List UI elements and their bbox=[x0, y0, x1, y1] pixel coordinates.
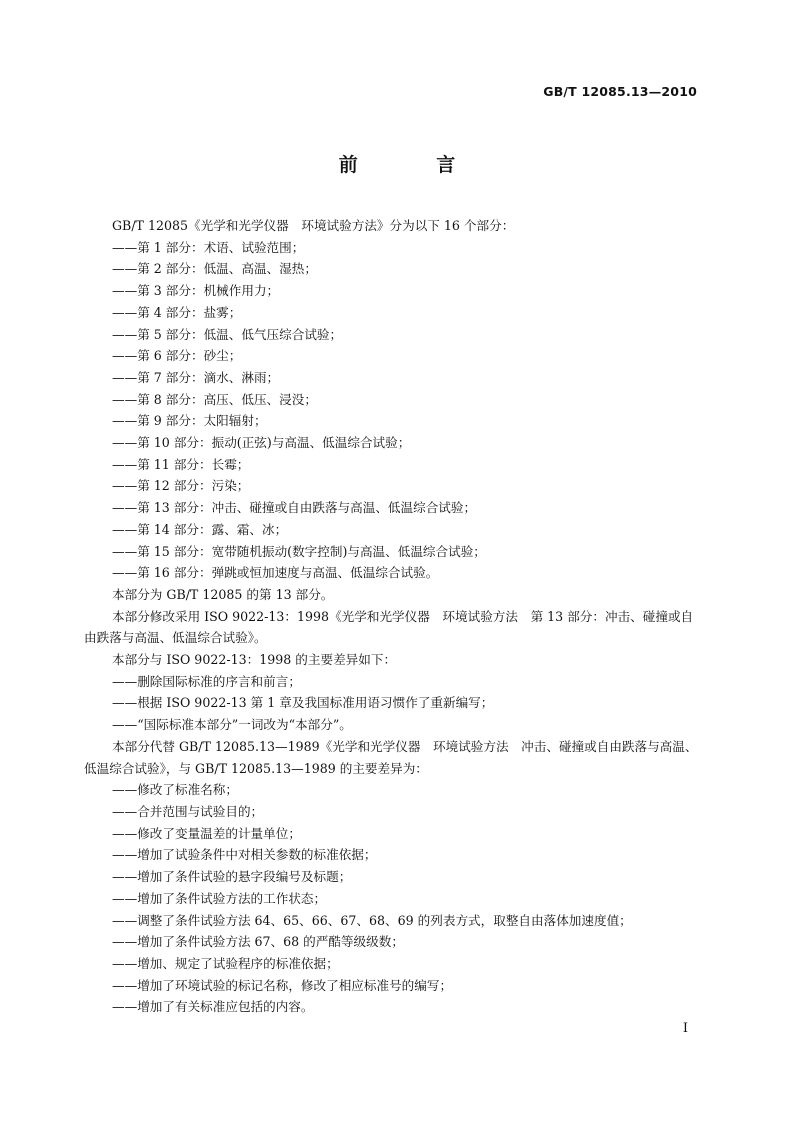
list-item: ——第 3 部分：机械作用力； bbox=[112, 283, 280, 299]
list-item: ——第 13 部分：冲击、碰撞或自由跌落与高温、低温综合试验； bbox=[112, 500, 477, 516]
list-item: ——第 12 部分：污染； bbox=[112, 478, 250, 494]
list-item: ——合并范围与试验目的； bbox=[112, 803, 264, 819]
list-item: ——增加了条件试验的悬字段编号及标题； bbox=[112, 869, 352, 885]
list-item: ——根据 ISO 9022-13 第 1 章及我国标准用语习惯作了重新编写； bbox=[112, 695, 494, 711]
list-item: ——第 10 部分：振动(正弦)与高温、低温综合试验； bbox=[112, 435, 411, 451]
list-item: ——增加了环境试验的标记名称，修改了相应标准号的编写； bbox=[112, 977, 453, 993]
list-item: ——增加了试验条件中对相关参数的标准依据； bbox=[112, 847, 377, 863]
list-item: ——第 1 部分：术语、试验范围； bbox=[112, 239, 305, 255]
list-item: ——第 15 部分：宽带随机振动(数字控制)与高温、低温综合试验； bbox=[112, 543, 486, 559]
list-item: ——第 14 部分：露、霜、冰； bbox=[112, 521, 288, 537]
changes-list bbox=[84, 779, 700, 1018]
list-item: ——第 16 部分：弹跳或恒加速度与高温、低温综合试验。 bbox=[112, 565, 439, 581]
list-item: ——第 8 部分：高压、低压、浸没； bbox=[112, 391, 317, 407]
replaces-paragraph: 本部分代替 GB/T 12085.13—1989《光学和光学仪器 环境试验方法 冲击、碰撞或自由跌落与高温、低温综合试验》，与 GB/T 12085.13—1989 的主要差异为： bbox=[84, 738, 698, 776]
list-item: ——调整了条件试验方法 64、65、66、67、68、69 的列表方式，取整自由落体加速度值； bbox=[112, 912, 632, 928]
list-item: ——第 4 部分：盐雾； bbox=[112, 304, 242, 320]
list-item: ——第 2 部分：低温、高温、湿热； bbox=[112, 261, 317, 277]
list-item: ——增加了条件试验方法 67、68 的严酷等级级数； bbox=[112, 934, 404, 950]
list-item: ——第 7 部分：滴水、淋雨； bbox=[112, 369, 280, 385]
this-part-paragraph: 本部分为 GB/T 12085 的第 13 部分。 bbox=[112, 586, 334, 602]
list-item: ——增加、规定了试验程序的标准依据； bbox=[112, 955, 339, 971]
standard-code: GB/T 12085.13—2010 bbox=[543, 84, 697, 99]
list-item: ——第 9 部分：太阳辐射； bbox=[112, 413, 267, 429]
list-item: ——增加了条件试验方法的工作状态； bbox=[112, 890, 327, 906]
iso-diff-intro: 本部分与 ISO 9022-13：1998 的主要差异如下： bbox=[112, 652, 397, 668]
list-item: ——第 11 部分：长霉； bbox=[112, 456, 250, 472]
list-item: ——“国际标准本部分”一词改为“本部分”。 bbox=[112, 717, 352, 733]
list-item: ——删除国际标准的序言和前言； bbox=[112, 673, 301, 689]
list-item: ——修改了变量温差的计量单位； bbox=[112, 825, 301, 841]
list-item: ——增加了有关标准应包括的内容。 bbox=[112, 999, 314, 1015]
list-item: ——第 5 部分：低温、低气压综合试验； bbox=[112, 326, 343, 342]
list-item: ——修改了标准名称； bbox=[112, 782, 238, 798]
page-number: I bbox=[682, 1021, 688, 1036]
page-title: 前 言 bbox=[338, 154, 492, 176]
foreword-body bbox=[84, 215, 700, 1018]
parts-list bbox=[84, 237, 700, 584]
adoption-paragraph: 本部分修改采用 ISO 9022-13：1998《光学和光学仪器 环境试验方法 第 13 部分：冲击、碰撞或自由跌落与高温、低温综合试验》。 bbox=[84, 608, 694, 646]
intro-paragraph: GB/T 12085《光学和光学仪器 环境试验方法》分为以下 16 个部分： bbox=[112, 218, 515, 233]
list-item: ——第 6 部分：砂尘； bbox=[112, 348, 242, 364]
iso-diff-list bbox=[84, 671, 700, 736]
